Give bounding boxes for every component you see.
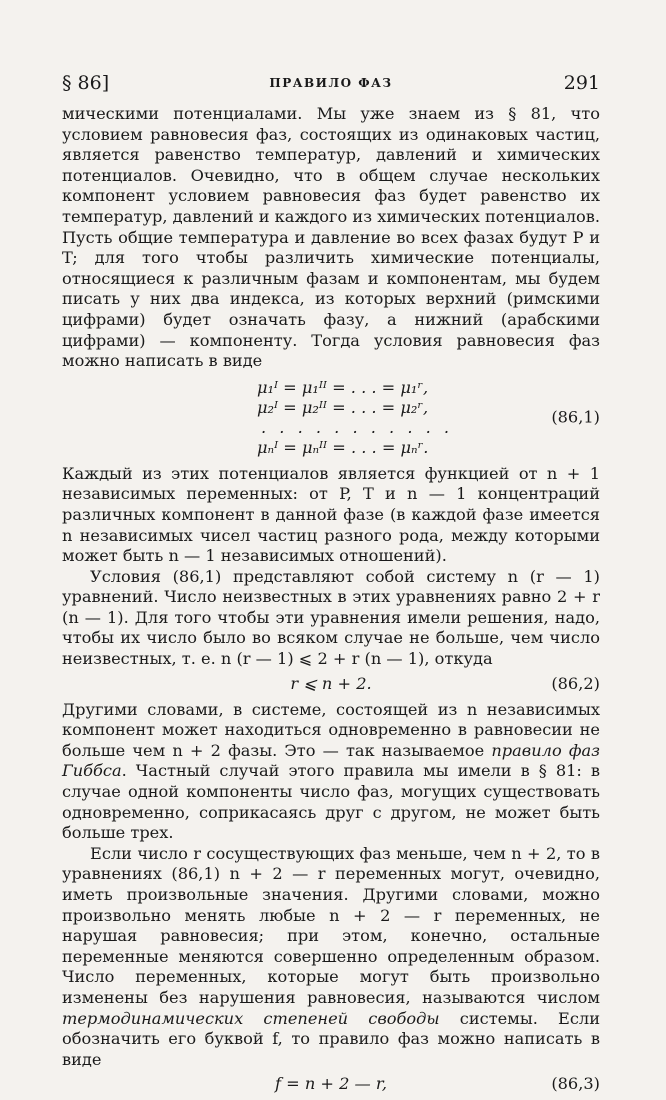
page-body	[62, 104, 600, 1100]
equation-text: f = n + 2 — r,	[274, 1074, 387, 1094]
paragraph: мическими потенциалами. Мы уже знаем из § 81, что условием равновесия фаз, состоящих из одинаковых частиц, является равенство температур, давлений и химических потенциалов. Очевидно, что в общем случае нескольких компонент условием равновесия фаз будет равенство их температур, давлений и каждого из химических потенциалов. Пусть общие температура и давление во всех фазах будут P и T; для того чтобы различить химические потенциалы, относящиеся к различным фазам и компонентам, мы будем писать у них два индекса, из которых верхний (римскими цифрами) будет означать фазу, а нижний (арабскими цифрами) — компоненту. Тогда условия равновесия фаз можно написать в виде	[62, 104, 601, 371]
equation-dots: . . . . . . . . . . .	[261, 417, 454, 437]
paragraph: Другими словами, в системе, состоящей из n независимых компонент может находиться одновременно в равновесии не больше чем n + 2 фазы. Это — так называемое правило фаз Гиббса. Частный случай этого правила мы имели в § 81: в случае одной компоненты число фаз, могущих существовать одновременно, соприкасаясь друг с другом, не может быть больше трех.	[62, 699, 600, 843]
paragraph: Если число r сосуществующих фаз меньше, чем n + 2, то в уравнениях (86,1) n + 2 — r переменных могут, очевидно, иметь произвольные значения. Другими словами, можно произвольно менять любые n + 2 — r переменных, не нарушая равновесия; при этом, конечно, остальные переменные меняются совершенно определенным образом. Число переменных, которые могут быть произвольно изменены без нарушения равновесия, называются числом термодинамических степеней свободы системы. Если обозначить его буквой f, то правило фаз можно написать в виде	[62, 843, 600, 1069]
running-title: ПРАВИЛО ФАЗ	[269, 76, 393, 90]
equation-text: r ⩽ n + 2.	[290, 673, 372, 693]
equation-number: (86,2)	[551, 673, 600, 693]
emphasis: правило фаз Гиббса	[62, 740, 600, 781]
equation-line: μₙᴵ = μₙᴵᴵ = . . . = μₙʳ.	[257, 437, 429, 457]
equation-number: (86,3)	[551, 1074, 600, 1094]
equation-number: (86,1)	[551, 407, 600, 427]
page-number: 291	[563, 72, 600, 94]
equation-86-1	[62, 378, 600, 458]
equation-line: μ₂ᴵ = μ₂ᴵᴵ = . . . = μ₂ʳ,	[257, 397, 429, 417]
paragraph: Каждый из этих потенциалов является функцией от n + 1 независимых переменных: от P, T и n — 1 концентраций различных компонент в данной фазе (в каждой фазе имеется n независимых чисел частиц разного рода, между которыми может быть n — 1 независимых отношений).	[62, 463, 600, 566]
paragraph: Условия (86,1) представляют собой систему n (r — 1) уравнений. Число неизвестных в этих уравнениях равно 2 + r (n — 1). Для того чтобы эти уравнения имели решения, надо, чтобы их число было во всяком случае не больше, чем число неизвестных, т. е. n (r — 1) ⩽ 2 + r (n — 1), откуда	[62, 566, 600, 669]
equation-86-3	[62, 1074, 600, 1096]
equation-line: μ₁ᴵ = μ₁ᴵᴵ = . . . = μ₁ʳ,	[257, 377, 429, 397]
page-header	[62, 72, 600, 98]
emphasis: термодинамических степеней свободы	[62, 1008, 440, 1028]
section-ref: § 86]	[62, 72, 110, 94]
equation-86-2	[62, 674, 600, 696]
